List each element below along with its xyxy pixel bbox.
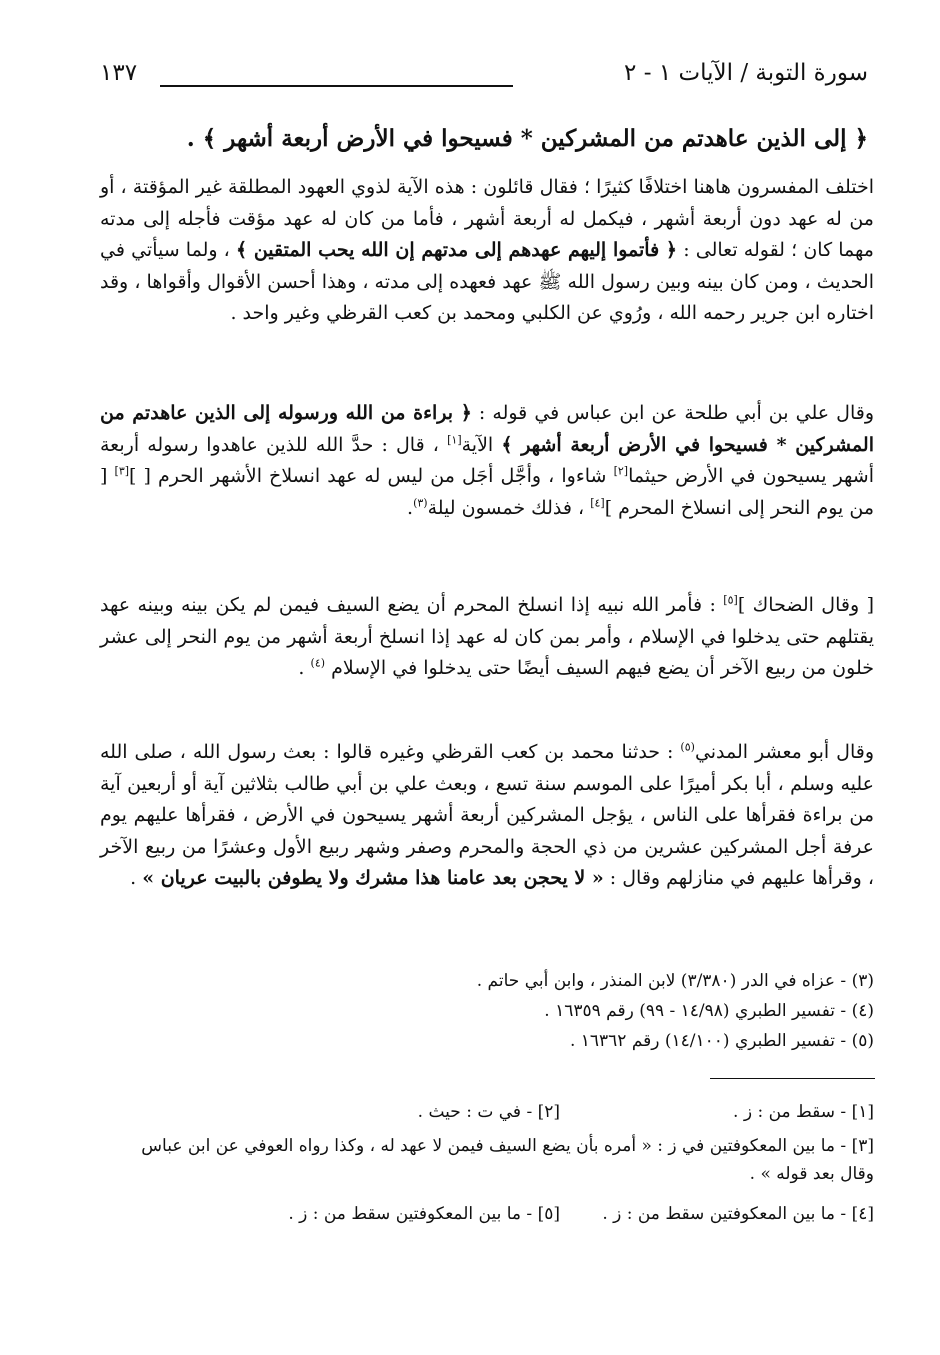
p1-text-1: اختلف المفسرون هاهنا اختلافًا كثيرًا ؛ فقال قائلون : هذه الآية لذوي العهود المطلقة غير المؤقتة ، أو من له عهد دون أربعة أشهر ، فيكمل له أربعة أشهر ، فأما من كان له عهد مؤقت فأجله إلى مدته مهما كان ؛ لقوله تعالى : [100,176,874,261]
p2-text-4: شاءوا ، وأجَّل أجَل من ليس له عهد انسلاخ الأشهر الحرم [ [143,465,607,487]
p4-text-3: . [130,867,137,889]
footnote-5: (٥) - تفسير الطبري (١٤/١٠٠) رقم ١٦٣٦٢ . [569,1031,874,1051]
p2-text-2: الآية [461,433,494,456]
p2-quran-quote: ﴿ براءة من الله ورسوله إلى الذين عاهدتم من المشركين * فسيحوا في الأرض أربعة أشهر ﴾ [100,402,874,456]
p2-text-6: ، فذلك خمسون ليلة [427,496,585,519]
editorial-note-2: [٢] - في ت : حيث . [417,1102,560,1122]
p4-hadith-quote: « لا يحجن بعد عامنا هذا مشرك ولا يطوفن بالبيت عريان » [142,867,604,889]
p4-marker-1: (٥) [680,740,695,754]
paragraph-1 [100,172,874,330]
p3-text-3: . [298,657,305,679]
footnote-4: (٤) - تفسير الطبري (١٤/٩٨ - ٩٩) رقم ١٦٣٥٩ . [544,1001,874,1021]
p1-quran-quote: ﴿ فأتموا إليهم عهدهم إلى مدتهم إن الله يحب المتقين ﴾ [235,239,678,261]
p1-text-2: ، ولما سيأتي في الحديث ، ومن كان بينه وبين رسول الله ﷺ عهد فعهده إلى مدته ، وهذا أحسن الأقوال وأقواها ، وقد اختاره ابن جرير رحمه الله ، ورُوي عن الكلبي ومحمد بن كعب القرظي وغير واحد . [100,239,874,324]
paragraph-3 [100,590,874,685]
header-rule [160,85,513,87]
editorial-note-1: [١] - سقط من : ز . [733,1102,874,1122]
editorial-note-3: [٣] - ما بين المعكوفتين في ز : « أمره بأن يضع السيف فيمن لا عهد له ، وكذا رواه العوفي عن ابن عباس وقال بعد قوله » . [141,1136,874,1184]
p3-text-1: [ وقال الضحاك ] [737,594,874,616]
verse-heading: ﴿ إلى الذين عاهدتم من المشركين * فسيحوا في الأرض أربعة أشهر ﴾ . [186,125,868,152]
p3-marker-1: [٥] [723,593,738,607]
p2-marker-2: [٢] [613,464,629,478]
page-header [100,58,868,98]
page-number: ١٣٧ [100,60,138,86]
p3-marker-2: (٤) [310,656,326,670]
editorial-note-5: [٥] - ما بين المعكوفتين سقط من : ز . [288,1204,560,1224]
footnote-3: (٣) - عزاه في الدر (٣/٣٨٠) لابن المنذر ، وابن أبي حاتم . [476,971,874,991]
p2-marker-4: [٣] [114,464,130,478]
paragraph-2 [100,398,874,524]
p2-text-3: ، قال : حدَّ الله للذين عاهدوا رسوله أربعة أشهر يسيحون في الأرض حيثما [100,433,875,487]
p2-marker-3: ] [129,465,137,487]
editorial-note-4: [٤] - ما بين المعكوفتين سقط من : ز . [602,1204,874,1224]
p4-text-1: وقال أبو معشر المدني [694,741,875,763]
p2-marker-5: [٤] [590,496,605,510]
p2-text-5: [ من يوم النحر إلى انسلاخ المحرم ] [100,465,874,519]
footnotes [120,966,874,1056]
running-title: سورة التوبة / الآيات ١ - ٢ [624,60,868,86]
paragraph-4 [100,737,874,895]
p2-text-1: وقال علي بن أبي طلحة عن ابن عباس في قوله : [478,402,874,424]
p4-text-2: : حدثنا محمد بن كعب القرظي وغيره قالوا : بعث رسول الله ، صلى الله عليه وسلم ، أبا بكر أميرًا على الموسم سنة تسع ، وبعث علي بن أبي طالب بثلاثين آية أو أربعين آية من براءة فقرأها على الناس ، يؤجل المشركين أربعة أشهر يسيحون في الأرض ، فقرأها عليهم يوم عرفة أجل المشركين عشرين من ذي الحجة والمحرم وصفر وشهر ربيع الأول وعشرًا من ربيع الآخر ، وقرأها عليهم في منازلهم وقال : [100,741,874,889]
p2-text-7: . [407,496,414,519]
p3-text-2: : فأمر الله نبيه إذا انسلخ المحرم أن يضع السيف فيمن لم يكن بينه وبينه عهد يقتلهم حتى يدخلوا في الإسلام ، وأمر بمن كان له عهد إذا انسلخ أربعة أشهر من يوم النحر إلى عشر خلون من ربيع الآخر أن يضع فيهم السيف أيضًا حتى يدخلوا في الإسلام [100,594,874,679]
p2-marker-1: [١] [447,433,462,447]
p2-marker-6: (٣) [413,496,428,510]
footnote-separator [710,1078,875,1079]
